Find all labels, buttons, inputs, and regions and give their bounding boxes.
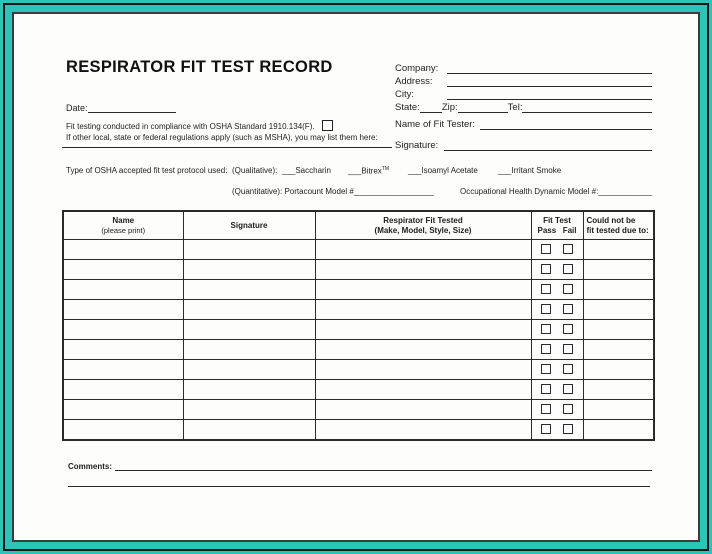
fit-test-cell — [531, 360, 583, 380]
name-cell[interactable] — [63, 240, 183, 260]
osha-compliance-checkbox[interactable] — [322, 120, 333, 131]
pass-checkbox[interactable] — [541, 304, 551, 314]
pass-header: Pass — [537, 225, 557, 235]
signature-cell[interactable] — [183, 360, 315, 380]
form-page — [12, 12, 700, 542]
respirator-cell[interactable] — [315, 300, 531, 320]
fit-test-cell — [531, 260, 583, 280]
table-row — [63, 260, 654, 280]
fit-test-cell — [531, 280, 583, 300]
fail-checkbox[interactable] — [563, 264, 573, 274]
table-row — [63, 320, 654, 340]
name-cell[interactable] — [63, 380, 183, 400]
could-not-cell[interactable] — [583, 380, 654, 400]
state-zip-tel-row — [395, 100, 652, 113]
signature-cell[interactable] — [183, 340, 315, 360]
fit-test-cell — [531, 320, 583, 340]
fit-test-cell — [531, 300, 583, 320]
respirator-cell[interactable] — [315, 420, 531, 441]
name-cell[interactable] — [63, 340, 183, 360]
respirator-cell[interactable] — [315, 360, 531, 380]
company-label: Company: — [395, 63, 439, 74]
name-cell[interactable] — [63, 360, 183, 380]
table-row — [63, 420, 654, 441]
option-saccharin[interactable]: ___Saccharin — [282, 166, 331, 175]
comments-label: Comments: — [68, 462, 113, 471]
company-input-line[interactable] — [447, 62, 652, 74]
fail-checkbox[interactable] — [563, 404, 573, 414]
pass-checkbox[interactable] — [541, 384, 551, 394]
name-cell[interactable] — [63, 280, 183, 300]
date-input-line[interactable] — [88, 101, 176, 113]
regulations-text: If other local, state or federal regulations apply (such as MSHA), you may list them here: — [66, 133, 378, 142]
fit-test-cell — [531, 340, 583, 360]
respirator-cell[interactable] — [315, 240, 531, 260]
option-bitrex[interactable]: ___Bitrex™ — [348, 166, 390, 176]
bitrex-tm-mark: TM — [381, 166, 390, 172]
fit-test-table-body — [63, 240, 654, 441]
tel-label: Tel: — [507, 102, 523, 113]
state-label: State: — [395, 102, 420, 113]
col-header-could-not: Could not be fit tested due to: — [583, 211, 654, 240]
compliance-statement — [66, 120, 333, 131]
signature-field-row — [395, 138, 652, 151]
compliance-text: Fit testing conducted in compliance with OSHA Standard 1910.134(F). — [66, 122, 315, 131]
comments-input-line-1[interactable] — [115, 459, 652, 471]
date-label: Date: — [66, 103, 88, 113]
pass-checkbox[interactable] — [541, 324, 551, 334]
could-not-cell[interactable] — [583, 420, 654, 441]
pass-checkbox[interactable] — [541, 344, 551, 354]
address-label: Address: — [395, 76, 433, 87]
qualitative-label: (Qualitative): — [232, 166, 278, 175]
pass-checkbox[interactable] — [541, 364, 551, 374]
address-field-row — [395, 74, 652, 87]
col-header-respirator: Respirator Fit Tested (Make, Model, Style, Size) — [315, 211, 531, 240]
zip-label: Zip: — [441, 102, 458, 113]
signature-cell[interactable] — [183, 240, 315, 260]
tel-input-line[interactable] — [522, 101, 652, 113]
table-row — [63, 380, 654, 400]
pass-checkbox[interactable] — [541, 404, 551, 414]
fit-test-cell — [531, 420, 583, 441]
fit-tester-input-line[interactable] — [480, 118, 652, 130]
pass-checkbox[interactable] — [541, 424, 551, 434]
table-header-row — [63, 211, 654, 240]
could-not-cell[interactable] — [583, 260, 654, 280]
fit-test-cell — [531, 240, 583, 260]
city-input-line[interactable] — [447, 88, 652, 100]
col-header-signature: Signature — [183, 211, 315, 240]
fail-checkbox[interactable] — [563, 284, 573, 294]
could-not-cell[interactable] — [583, 360, 654, 380]
fit-tester-label: Name of Fit Tester: — [395, 119, 476, 130]
quantitative-portacount-field[interactable]: (Quantitative): Portacount Model #__________________ — [232, 187, 434, 196]
name-cell[interactable] — [63, 260, 183, 280]
name-cell[interactable] — [63, 420, 183, 441]
table-row — [63, 340, 654, 360]
could-not-cell[interactable] — [583, 280, 654, 300]
signature-label: Signature: — [395, 140, 439, 151]
protocol-intro: Type of OSHA accepted fit test protocol used: — [66, 166, 228, 175]
could-not-cell[interactable] — [583, 320, 654, 340]
respirator-cell[interactable] — [315, 260, 531, 280]
signature-input-line[interactable] — [444, 139, 652, 151]
comments-input-line-2[interactable] — [68, 486, 650, 487]
pass-checkbox[interactable] — [541, 244, 551, 254]
city-label: City: — [395, 89, 414, 100]
fit-test-table — [62, 210, 655, 441]
fail-checkbox[interactable] — [563, 244, 573, 254]
company-field-row — [395, 61, 652, 74]
respirator-cell[interactable] — [315, 340, 531, 360]
pass-checkbox[interactable] — [541, 264, 551, 274]
table-row — [63, 280, 654, 300]
could-not-cell[interactable] — [583, 240, 654, 260]
signature-cell[interactable] — [183, 280, 315, 300]
could-not-cell[interactable] — [583, 340, 654, 360]
fail-checkbox[interactable] — [563, 384, 573, 394]
name-cell[interactable] — [63, 300, 183, 320]
option-irritant-smoke[interactable]: ___Irritant Smoke — [498, 166, 562, 175]
city-field-row — [395, 87, 652, 100]
signature-cell[interactable] — [183, 420, 315, 441]
fit-test-cell — [531, 380, 583, 400]
signature-cell[interactable] — [183, 260, 315, 280]
fail-checkbox[interactable] — [563, 424, 573, 434]
date-field-row — [66, 101, 176, 113]
table-row — [63, 240, 654, 260]
fit-tester-field-row — [395, 117, 652, 130]
could-not-cell[interactable] — [583, 300, 654, 320]
zip-input-line[interactable] — [458, 101, 508, 113]
option-isoamyl-acetate[interactable]: ___Isoamyl Acetate — [408, 166, 478, 175]
fail-checkbox[interactable] — [563, 344, 573, 354]
col-header-fit-test: Fit Test Pass Fail — [531, 211, 583, 240]
respirator-cell[interactable] — [315, 280, 531, 300]
signature-cell[interactable] — [183, 380, 315, 400]
table-row — [63, 360, 654, 380]
name-cell[interactable] — [63, 320, 183, 340]
state-input-line[interactable] — [420, 101, 442, 113]
quantitative-dynamic-field[interactable]: Occupational Health Dynamic Model #:____________ — [460, 187, 652, 196]
comments-row — [68, 459, 652, 471]
form-title: RESPIRATOR FIT TEST RECORD — [66, 58, 333, 76]
table-row — [63, 400, 654, 420]
signature-cell[interactable] — [183, 300, 315, 320]
name-cell[interactable] — [63, 400, 183, 420]
table-row — [63, 300, 654, 320]
could-not-cell[interactable] — [583, 400, 654, 420]
respirator-cell[interactable] — [315, 400, 531, 420]
regulations-input-line[interactable] — [62, 147, 392, 148]
fit-test-cell — [531, 400, 583, 420]
fail-header: Fail — [562, 225, 577, 235]
pass-checkbox[interactable] — [541, 284, 551, 294]
signature-cell[interactable] — [183, 320, 315, 340]
col-header-name: Name (please print) — [63, 211, 183, 240]
respirator-cell[interactable] — [315, 380, 531, 400]
fail-checkbox[interactable] — [563, 364, 573, 374]
respirator-cell[interactable] — [315, 320, 531, 340]
address-input-line[interactable] — [447, 75, 652, 87]
fail-checkbox[interactable] — [563, 324, 573, 334]
signature-cell[interactable] — [183, 400, 315, 420]
fail-checkbox[interactable] — [563, 304, 573, 314]
